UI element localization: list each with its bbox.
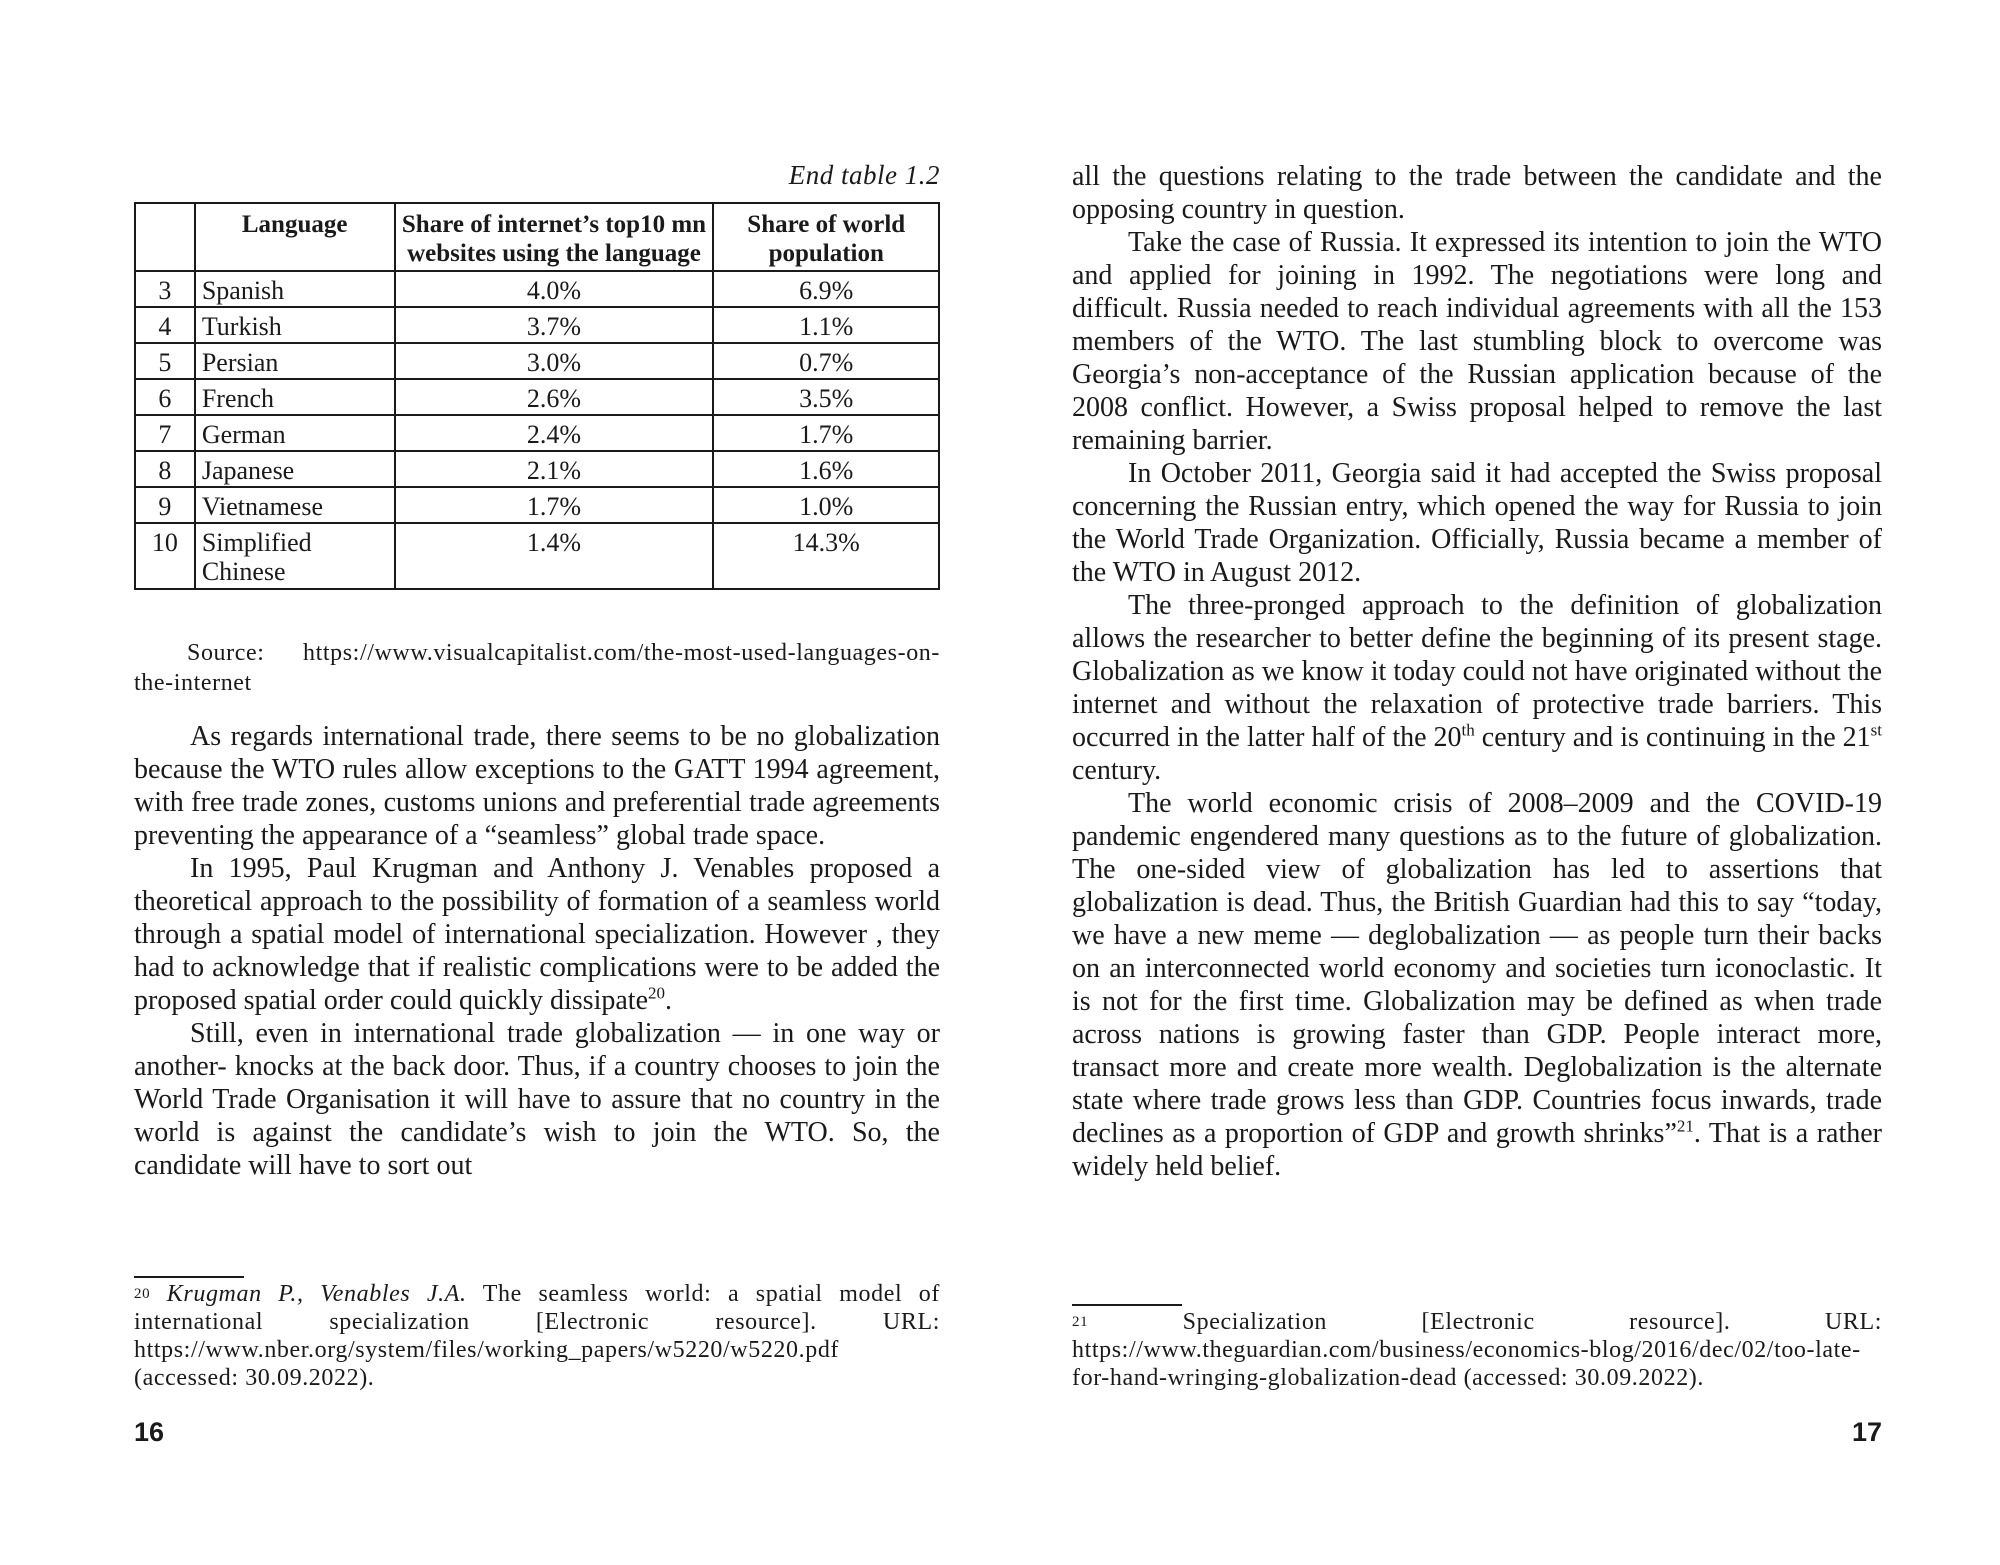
paragraph (1072, 787, 1882, 1183)
paragraph-text: century. (1072, 755, 1162, 786)
table-row (135, 307, 939, 343)
row-population-share: 1.7% (713, 415, 939, 451)
languages-table (134, 202, 940, 590)
table-row (135, 379, 939, 415)
row-web-share: 2.1% (395, 451, 714, 487)
row-population-share: 1.0% (713, 487, 939, 523)
table-source (134, 638, 940, 698)
row-language: Spanish (195, 271, 395, 307)
table-caption: End table 1.2 (788, 160, 940, 190)
row-language: Simplified Chinese (195, 523, 395, 589)
row-number: 3 (135, 271, 195, 307)
row-number: 6 (135, 379, 195, 415)
paragraph (1072, 589, 1882, 787)
paragraph: Take the case of Russia. It expressed its intention to join the WTO and applied for joining in 1992. The negotiations were long and difficult. Russia needed to reach individual agreements with all the 153 members of the WTO. The last stumbling block to overcome was Georgia’s non-acceptance of the Russian application because of the 2008 conflict. However, a Swiss proposal helped to remove the last remaining barrier. (1072, 227, 1882, 456)
table-row (135, 415, 939, 451)
footnote-divider (1072, 1304, 1182, 1306)
footnote-authors: Krugman P., Venables J.A. (166, 1281, 467, 1307)
row-population-share: 1.1% (713, 307, 939, 343)
row-number: 8 (135, 451, 195, 487)
row-web-share: 3.7% (395, 307, 714, 343)
left-body-text (134, 720, 940, 1182)
header-population-share: Share of world population (713, 203, 939, 271)
footnote-reference: 21 (1676, 1116, 1694, 1136)
row-web-share: 3.0% (395, 343, 714, 379)
superscript-th: th (1461, 720, 1475, 740)
row-number: 5 (135, 343, 195, 379)
right-body-text (1072, 160, 1882, 1183)
paragraph: As regards international trade, there seems to be no globalization because the WTO rules allow exceptions to the GATT 1994 agreement, with free trade zones, customs unions and preferential trade agreements preventing the appearance of a “seamless” global trade space. (134, 721, 940, 851)
page-number: 17 (1851, 1417, 1882, 1447)
paragraph-text: In 1995, Paul Krugman and Anthony J. Venables proposed a theoretical approach to the possibility of formation of a seamless world through a spatial model of international specialization. However , they had to acknowledge that if realistic complications were to be added the proposed spatial order could quickly dissipate (134, 853, 940, 1016)
footnote-number: 21 (1072, 1314, 1089, 1330)
footnote-reference: 20 (648, 983, 665, 1003)
paragraph: all the questions relating to the trade between the candidate and the opposing country in question. (1072, 161, 1882, 225)
row-number: 10 (135, 523, 195, 589)
paragraph: In October 2011, Georgia said it had accepted the Swiss proposal concerning the Russian entry, which opened the way for Russia to join the World Trade Organization. Officially, Russia became a member of the WTO in August 2012. (1072, 458, 1882, 588)
paragraph-text: The three-pronged approach to the definition of globalization allows the researcher to better define the beginning of its present stage. Globalization as we know it today could not have originated without the internet and without the relaxation of protective trade barriers. This occurred in the latter half of the 20 (1072, 590, 1882, 753)
table-row (135, 523, 939, 589)
table-row (135, 487, 939, 523)
table-row (135, 343, 939, 379)
row-population-share: 3.5% (713, 379, 939, 415)
left-page (134, 0, 940, 1565)
row-web-share: 1.4% (395, 523, 714, 589)
paragraph: Still, even in international trade globalization — in one way or another- knocks at the back door. Thus, if a country chooses to join the World Trade Organisation it will have to assure that no country in the world is against the candidate’s wish to join the WTO. So, the candidate will have to sort out (134, 1018, 940, 1181)
row-language: Vietnamese (195, 487, 395, 523)
header-language: Language (195, 203, 395, 271)
table-row (135, 271, 939, 307)
row-population-share: 0.7% (713, 343, 939, 379)
row-number: 9 (135, 487, 195, 523)
row-number: 4 (135, 307, 195, 343)
right-page (1072, 0, 1882, 1565)
footnote-text: Specialization [Electronic resource]. URL: https://www.theguardian.com/business/economics-blog/2016/dec/02/too-late-for-hand-wringing-globalization-dead (accessed: 30.09.2022). (1072, 1309, 1882, 1391)
paragraph-text: . That is a rather widely held belief. (1072, 1118, 1882, 1182)
superscript-st: st (1870, 720, 1882, 740)
header-web-share: Share of internet’s top10 mn websites using the language (395, 203, 714, 271)
footnote (1072, 1308, 1882, 1392)
source-text: Source: https://www.visualcapitalist.com/the-most-used-languages-on-the-internet (134, 640, 940, 696)
header-number (135, 203, 195, 271)
row-population-share: 6.9% (713, 271, 939, 307)
paragraph: In 1995, Paul Krugman and Anthony J. Venables proposed a theoretical approach to the possibility of formation of a seamless world through a spatial model of international specialization. However , they had to acknowledge that if realistic complications were to be added the proposed spatial order could quickly dissipate$^{20}$. (134, 853, 940, 1016)
row-population-share: 14.3% (713, 523, 939, 589)
row-web-share: 2.4% (395, 415, 714, 451)
row-language: German (195, 415, 395, 451)
row-web-share: 2.6% (395, 379, 714, 415)
page-number: 16 (134, 1417, 165, 1447)
footnote-number: 20 (134, 1286, 151, 1302)
row-language: Japanese (195, 451, 395, 487)
row-web-share: 1.7% (395, 487, 714, 523)
table-row (135, 451, 939, 487)
paragraph-text: The world economic crisis of 2008–2009 and the COVID-19 pandemic engendered many questions as to the future of globalization. The one-sided view of globalization has led to assertions that globalization is dead. Thus, the British Guardian had this to say “today, we have a new meme — deglobalization — as people turn their backs on an interconnected world economy and societies turn iconoclastic. It is not for the first time. Globalization may be defined as when trade across nations is growing faster than GDP. People interact more, transact more and create more wealth. Deglobalization is the alternate state where trade grows less than GDP. Countries focus inwards, trade declines as a proportion of GDP and growth shrinks” (1072, 788, 1882, 1149)
row-population-share: 1.6% (713, 451, 939, 487)
footnote-divider (134, 1276, 244, 1278)
row-language: Persian (195, 343, 395, 379)
table-header-row (135, 203, 939, 271)
footnote-text: The seamless world: a spatial model of international specialization [Electronic resource]. URL: https://www.nber.org/system/files/working_papers/w5220/w5220.pdf (accessed: 30.09.2022). (134, 1281, 940, 1391)
paragraph-text: century and is continuing in the 21 (1474, 722, 1871, 753)
row-language: Turkish (195, 307, 395, 343)
row-language: French (195, 379, 395, 415)
row-web-share: 4.0% (395, 271, 714, 307)
row-number: 7 (135, 415, 195, 451)
footnote (134, 1280, 940, 1392)
